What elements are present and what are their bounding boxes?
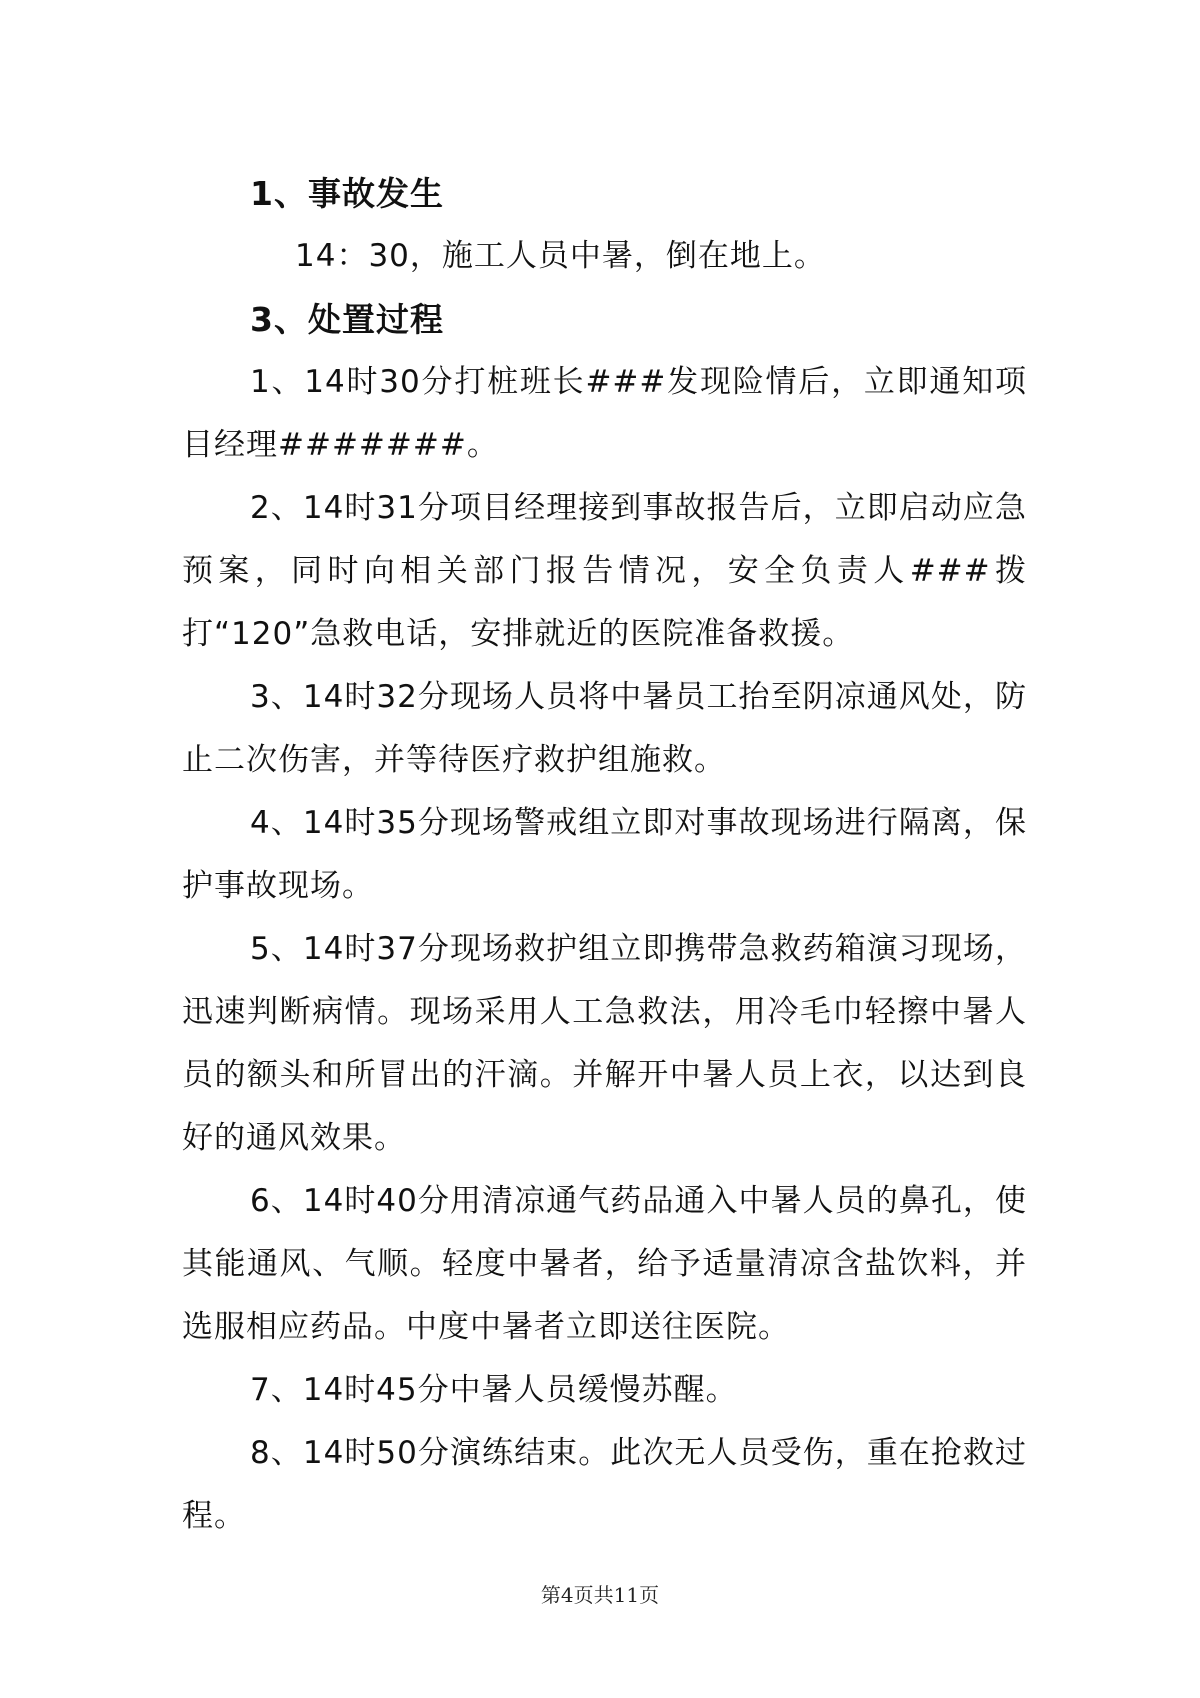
paragraph-accident-time: 14：30，施工人员中暑，倒在地上。 (295, 238, 826, 274)
document-body (182, 162, 1027, 1548)
paragraph-step-8: 8、14时50分演练结束。此次无人员受伤，重在抢救过程。 (182, 1435, 1027, 1534)
paragraph-step-6: 6、14时40分用清凉通气药品通入中暑人员的鼻孔，使其能通风、气顺。轻度中暑者，给予适量清凉含盐饮料，并选服相应药品。中度中暑者立即送往医院。 (182, 1183, 1027, 1345)
section-heading-accident: 1、事故发生 (250, 174, 444, 213)
paragraph-step-7: 7、14时45分中暑人员缓慢苏醒。 (250, 1372, 738, 1408)
paragraph-step-1: 1、14时30分打桩班长###发现险情后，立即通知项目经理#######。 (182, 364, 1027, 463)
page-number-footer: 第4页共11页 (540, 1583, 660, 1607)
paragraph-step-3: 3、14时32分现场人员将中暑员工抬至阴凉通风处，防止二次伤害，并等待医疗救护组施救。 (182, 679, 1027, 778)
section-heading-process: 3、处置过程 (250, 300, 444, 339)
paragraph-step-4: 4、14时35分现场警戒组立即对事故现场进行隔离，保护事故现场。 (182, 805, 1027, 904)
paragraph-step-5: 5、14时37分现场救护组立即携带急救药箱演习现场，迅速判断病情。现场采用人工急救法，用冷毛巾轻擦中暑人员的额头和所冒出的汗滴。并解开中暑人员上衣，以达到良好的通风效果。 (182, 931, 1027, 1156)
paragraph-step-2: 2、14时31分项目经理接到事故报告后，立即启动应急预案，同时向相关部门报告情况，安全负责人###拨打“120”急救电话，安排就近的医院准备救援。 (182, 490, 1027, 652)
